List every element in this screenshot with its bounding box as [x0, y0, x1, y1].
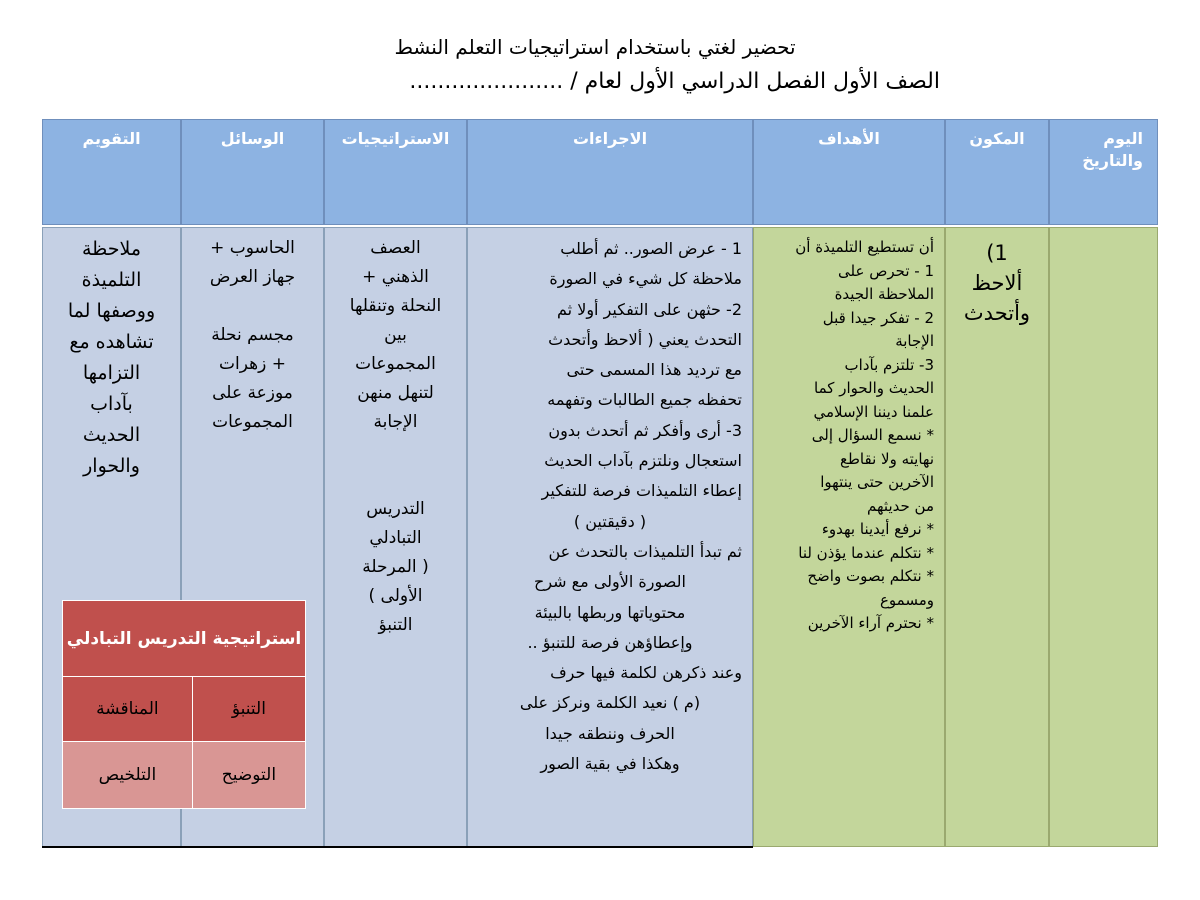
procedures-line: تحفظه جميع الطالبات وتفهمه: [547, 390, 742, 410]
procedures-line: ملاحظة كل شيء في الصورة: [549, 269, 742, 289]
evaluation-line: الحديث: [82, 424, 141, 446]
goals-line: أن تستطيع التلميذة أن: [795, 238, 934, 256]
page-title: تحضير لغتي باستخدام استراتيجيات التعلم النشط: [394, 35, 796, 59]
component-line: ألاحظ: [971, 271, 1023, 295]
procedures-line: التحدث يعني ( ألاحظ وأتحدث: [548, 329, 742, 349]
component-line: وأتحدث: [963, 301, 1031, 325]
header-date: والتاريخ: [1082, 151, 1143, 170]
header-tools: الوسائل: [181, 119, 324, 225]
strategies-spacer: [333, 437, 458, 466]
goals-line: الحديث والحوار كما: [814, 379, 934, 397]
strategies-line: التدريس: [366, 499, 425, 519]
strategies-line: المجموعات: [355, 354, 436, 374]
cell-strategies: [324, 227, 467, 847]
evaluation-line: تشاهده مع: [69, 331, 154, 353]
tools-line: المجموعات: [212, 412, 293, 432]
header-day: اليوم: [1103, 129, 1143, 148]
goals-line: الآخرين حتى ينتهوا: [820, 473, 934, 491]
goals-line: * نحترم آراء الآخرين: [807, 614, 934, 632]
strategies-line: التبادلي: [369, 528, 422, 548]
reciprocal-title: استراتيجية التدريس التبادلي: [63, 601, 306, 677]
procedures-line: الصورة الأولى مع شرح: [534, 572, 686, 592]
cell-goals: [753, 227, 945, 847]
header-strategies: الاستراتيجيات: [324, 119, 467, 225]
goals-line: علمنا ديننا الإسلامي: [813, 402, 934, 421]
goals-line: * نتكلم بصوت واضح: [807, 567, 934, 585]
procedures-line: 2- حثهن على التفكير أولا ثم: [557, 299, 742, 319]
procedures-line: (م ) نعيد الكلمة ونركز على: [519, 693, 701, 713]
evaluation-line: والحوار: [83, 455, 140, 477]
procedures-line: استعجال ونلتزم بآداب الحديث: [544, 451, 742, 471]
strategies-line: العصف: [370, 238, 421, 258]
goals-line: 3- تلتزم بآداب: [844, 355, 934, 374]
evaluation-line: التزامها: [82, 362, 141, 384]
reciprocal-summarize: التلخيص: [63, 742, 193, 809]
strategies-line: الذهني +: [362, 267, 429, 287]
goals-line: * نتكلم عندما يؤذن لنا: [798, 543, 934, 562]
tools-line: + زهرات: [219, 354, 286, 374]
table-bottom-rule: [42, 846, 753, 848]
tools-line: جهاز العرض: [209, 267, 296, 287]
strategies-line: ( المرحلة: [362, 557, 429, 577]
procedures-line: 1 - عرض الصور.. ثم أطلب: [560, 239, 742, 258]
component-number: 1): [986, 241, 1008, 265]
tools-line: مجسم نحلة: [211, 325, 294, 345]
reciprocal-predict: التنبؤ: [192, 677, 305, 742]
header-procedures: الاجراءات: [467, 119, 753, 225]
page-subtitle: الصف الأول الفصل الدراسي الأول لعام / ......................: [409, 69, 940, 94]
procedures-line: وهكذا في بقية الصور: [540, 754, 680, 774]
strategies-line: النحلة وتنقلها: [349, 296, 442, 316]
strategies-line: الأولى ): [368, 586, 423, 606]
procedures-line: 3- أرى وأفكر ثم أتحدث بدون: [548, 420, 742, 440]
strategies-line: بين: [384, 325, 407, 345]
goals-line: من حديثهم: [867, 496, 934, 515]
header-day-date: [1049, 119, 1158, 225]
procedures-line: الحرف وننطقه جيدا: [545, 723, 675, 743]
procedures-line: ثم تبدأ التلميذات بالتحدث عن: [548, 541, 742, 561]
procedures-line: إعطاء التلميذات فرصة للتفكير: [541, 481, 742, 501]
goals-line: * نرفع أيدينا بهدوء: [821, 520, 934, 538]
evaluation-line: التلميذة: [81, 269, 142, 291]
goals-line: 2 - تفكر جيدا قبل: [822, 308, 934, 327]
strategies-spacer: [333, 466, 458, 495]
goals-line: * نسمع السؤال إلى: [811, 426, 934, 444]
evaluation-line: بآداب: [90, 393, 133, 415]
goals-line: ومسموع: [879, 590, 934, 609]
goals-line: 1 - تحرص على: [838, 261, 934, 280]
cell-day-date: [1049, 227, 1158, 847]
goals-line: نهايته ولا نقاطع: [840, 449, 934, 468]
tools-line: الحاسوب +: [210, 238, 295, 258]
reciprocal-teaching-table: [62, 600, 306, 809]
procedures-line: محتوياتها وربطها بالبيئة: [534, 602, 686, 622]
header-component: المكون: [945, 119, 1049, 225]
procedures-line: مع ترديد هذا المسمى حتى: [566, 360, 742, 380]
evaluation-line: ملاحظة: [81, 238, 142, 260]
reciprocal-clarify: التوضيح: [192, 742, 305, 809]
reciprocal-discussion: المناقشة: [63, 677, 193, 742]
strategies-line: التنبؤ: [378, 615, 413, 635]
evaluation-line: ووصفها لما: [67, 300, 156, 322]
cell-component: [945, 227, 1049, 847]
strategies-line: الإجابة: [373, 412, 418, 432]
procedures-line: وإعطاؤهن فرصة للتنبؤ ..: [527, 632, 693, 652]
goals-line: الإجابة: [895, 332, 934, 350]
header-evaluation: التقويم: [42, 119, 181, 225]
goals-line: الملاحظة الجيدة: [834, 285, 934, 303]
tools-line: موزعة على: [212, 383, 293, 403]
strategies-line: لتنهل منهن: [357, 383, 434, 403]
header-goals: الأهداف: [753, 119, 945, 225]
tools-line: [190, 292, 315, 321]
cell-procedures: [467, 227, 753, 847]
procedures-line: وعند ذكرهن لكلمة فيها حرف: [550, 663, 742, 683]
procedures-line: ( دقيقتين ): [573, 511, 647, 531]
